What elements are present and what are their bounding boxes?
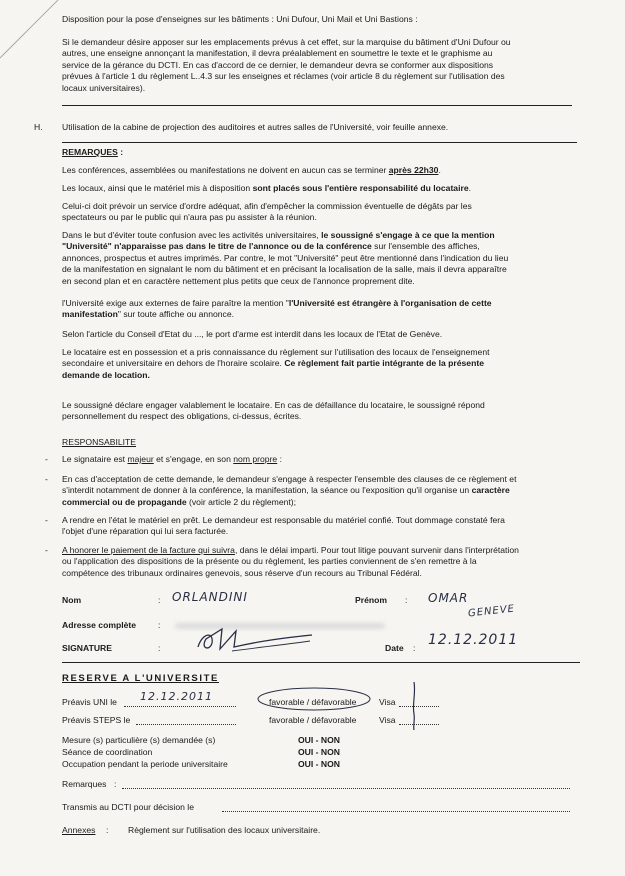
preavis-steps-favorable[interactable]: favorable / défavorable [269,715,357,725]
occupation-oui-non[interactable]: OUI - NON [298,759,341,769]
dotted-field [136,724,236,725]
visa-label: Visa [379,715,396,725]
remarque-2: Les locaux, ainsi que le matériel mis à disposition sont placés sous l'entière responsabilité du locataire. [62,183,471,193]
section-h-text: Utilisation de la cabine de projection des auditoires et autres salles de l'Université, voir feuille annexe. [62,122,449,132]
transmis-label: Transmis au DCTI pour décision le [62,802,194,812]
colon: : [405,595,408,605]
page-fold-line [0,0,60,60]
date-value[interactable]: 12.12.2011 [428,632,519,648]
colon: : [106,825,109,835]
colon: : [413,643,416,653]
reserve-title: RESERVE A L'UNIVERSITE [62,673,219,684]
remarque-7: Le locataire est en possession et a pris connaissance du règlement sur l'utilisation des locaux de l'enseignement secondaire et universitaire en dehors de l'horaire scolaire. Ce règlement fait partie intégrante de la présente demande de location. [62,347,490,380]
prenom-value[interactable]: OMAR [428,591,469,605]
signature-label: SIGNATURE [62,643,112,653]
responsabilite-item-3: A rendre en l'état le matériel en prêt. Le demandeur est responsable du matériel confié. Tout dommage constaté fera l'objet d'une réparation qui lui sera facturée. [62,515,505,537]
annexes-label: Annexes [62,825,96,835]
preavis-uni-label: Préavis UNI le [62,697,117,707]
remarques-heading: REMARQUES : [62,147,124,157]
colon: : [114,779,117,789]
adresse-city-value[interactable]: GENEVE [467,603,516,620]
nom-value[interactable]: ORLANDINI [172,590,248,604]
enseignes-line-5: locaux universitaires). [62,82,146,93]
preavis-uni-favorable[interactable]: favorable / défavorable [269,697,357,707]
remarque-3: Celui-ci doit prévoir un service d'ordre adéquat, afin d'empêcher la commission éventuelle de dégâts par les spectateurs ou par le public qui n'aura pas pu assister à la réunion. [62,201,472,223]
colon: : [158,595,161,605]
reserve-remarques-label: Remarques [62,779,107,789]
bullet-dash: - [45,474,48,484]
date-label: Date [385,643,404,653]
signature-scribble[interactable] [192,625,322,655]
bullet-dash: - [45,515,48,525]
colon: : [158,643,161,653]
remarque-5: l'Université exige aux externes de faire paraître la mention "l'Université est étrangère à l'organisation de cette manifestation" sur toute affiche ou annonce. [62,298,492,320]
bullet-dash: - [45,454,48,464]
preavis-steps-label: Préavis STEPS le [62,715,131,725]
occupation-label: Occupation pendant la periode universitaire [62,759,228,769]
remarque-4: Dans le but d'éviter toute confusion avec les activités universitaires, le soussigné s'engage à ce que la mention "Université" n'apparaisse pas dans le titre de l'annonce ou de la conférence sur l'ensemble des affiches, annonces, prospectus et autres imprimés. Par contre, le mot "Université" peut être mentionné dans l'indication du lieu de la manifestation en signalant le nom du bâtiment et en précisant la localisation de la salle, mais il devra apparaître en second plan et en caractère nettement plus petits que ceux de l'annonce proprement dite. [62,230,509,286]
enseignes-line-3: service de la gérance du DCTI. En cas d'accord de ce dernier, le demandeur devra se conformer aux dispositions [62,59,494,70]
enseignes-title: Disposition pour la pose d'enseignes sur les bâtiments : Uni Dufour, Uni Mail et Uni Bastions : [62,14,418,24]
seance-label: Séance de coordination [62,747,153,757]
remarques-dotted-field[interactable] [122,788,570,789]
dotted-field [399,724,439,725]
colon: : [158,620,161,630]
visa-label: Visa [379,697,396,707]
responsabilite-item-4: A honorer le paiement de la facture qui suivra, dans le délai imparti. Pour tout litige pouvant survenir dans l'interprétation ou l'application des dispositions de la présente ou du règlement, les parties conviennent de s'en remettre à la compétence des tribunaux ordinaires genevois, sous réserve d'un recours au Tribunal Fédéral. [62,545,519,578]
responsabilite-item-2: En cas d'acceptation de cette demande, le demandeur s'engage à respecter l'ensemble des clauses de ce règlement et s'interdit notamment de donner à la conférence, la manifestation, la séance ou l'exposition qu'il organise un caractère commercial ou de propagande (voir article 2 du règlement); [62,474,517,507]
prenom-label: Prénom [355,595,387,605]
remarque-1: Les conférences, assemblées ou manifestations ne doivent en aucun cas se terminer après 22h30. [62,165,441,175]
divider-line [62,662,580,663]
remarque-8: Le soussigné déclare engager valablement le locataire. En cas de défaillance du locataire, le soussigné répond personnellement du respect des obligations, ci-dessus, écrites. [62,400,485,422]
enseignes-line-1: Si le demandeur désire apposer sur les emplacements prévus à cet effet, sur la marquise du bâtiment d'Uni Dufour ou [62,37,511,47]
responsabilite-heading: RESPONSABILITE [62,437,137,447]
divider-line [62,142,577,143]
seance-oui-non[interactable]: OUI - NON [298,747,341,757]
dotted-field [124,706,236,707]
enseignes-line-4: prévues à l'article 1 du règlement L..4.3 sur les enseignes et réclames (voir article 8 du règlement sur l'utilisation des [62,71,505,82]
enseignes-line-2: autres, une enseigne annonçant la manifestation, il devra préalablement en soumettre le texte et le graphisme au [62,48,493,59]
divider-line [62,105,572,106]
transmis-dotted-field[interactable] [222,811,570,812]
preavis-uni-date[interactable]: 12.12.2011 [140,690,213,703]
section-h-letter: H. [34,122,43,132]
mesure-label: Mesure (s) particulière (s) demandée (s) [62,735,216,745]
bullet-dash: - [45,545,48,555]
adresse-label: Adresse complète [62,620,137,630]
responsabilite-item-1: Le signataire est majeur et s'engage, en son nom propre : [62,454,282,464]
nom-label: Nom [62,595,82,605]
remarque-6: Selon l'article du Conseil d'Etat du ..., le port d'arme est interdit dans les locaux de l'Etat de Genève. [62,329,443,339]
mesure-oui-non[interactable]: OUI - NON [298,735,341,745]
annexes-text: Règlement sur l'utilisation des locaux universitaire. [128,825,321,835]
enseignes-body [62,37,605,94]
